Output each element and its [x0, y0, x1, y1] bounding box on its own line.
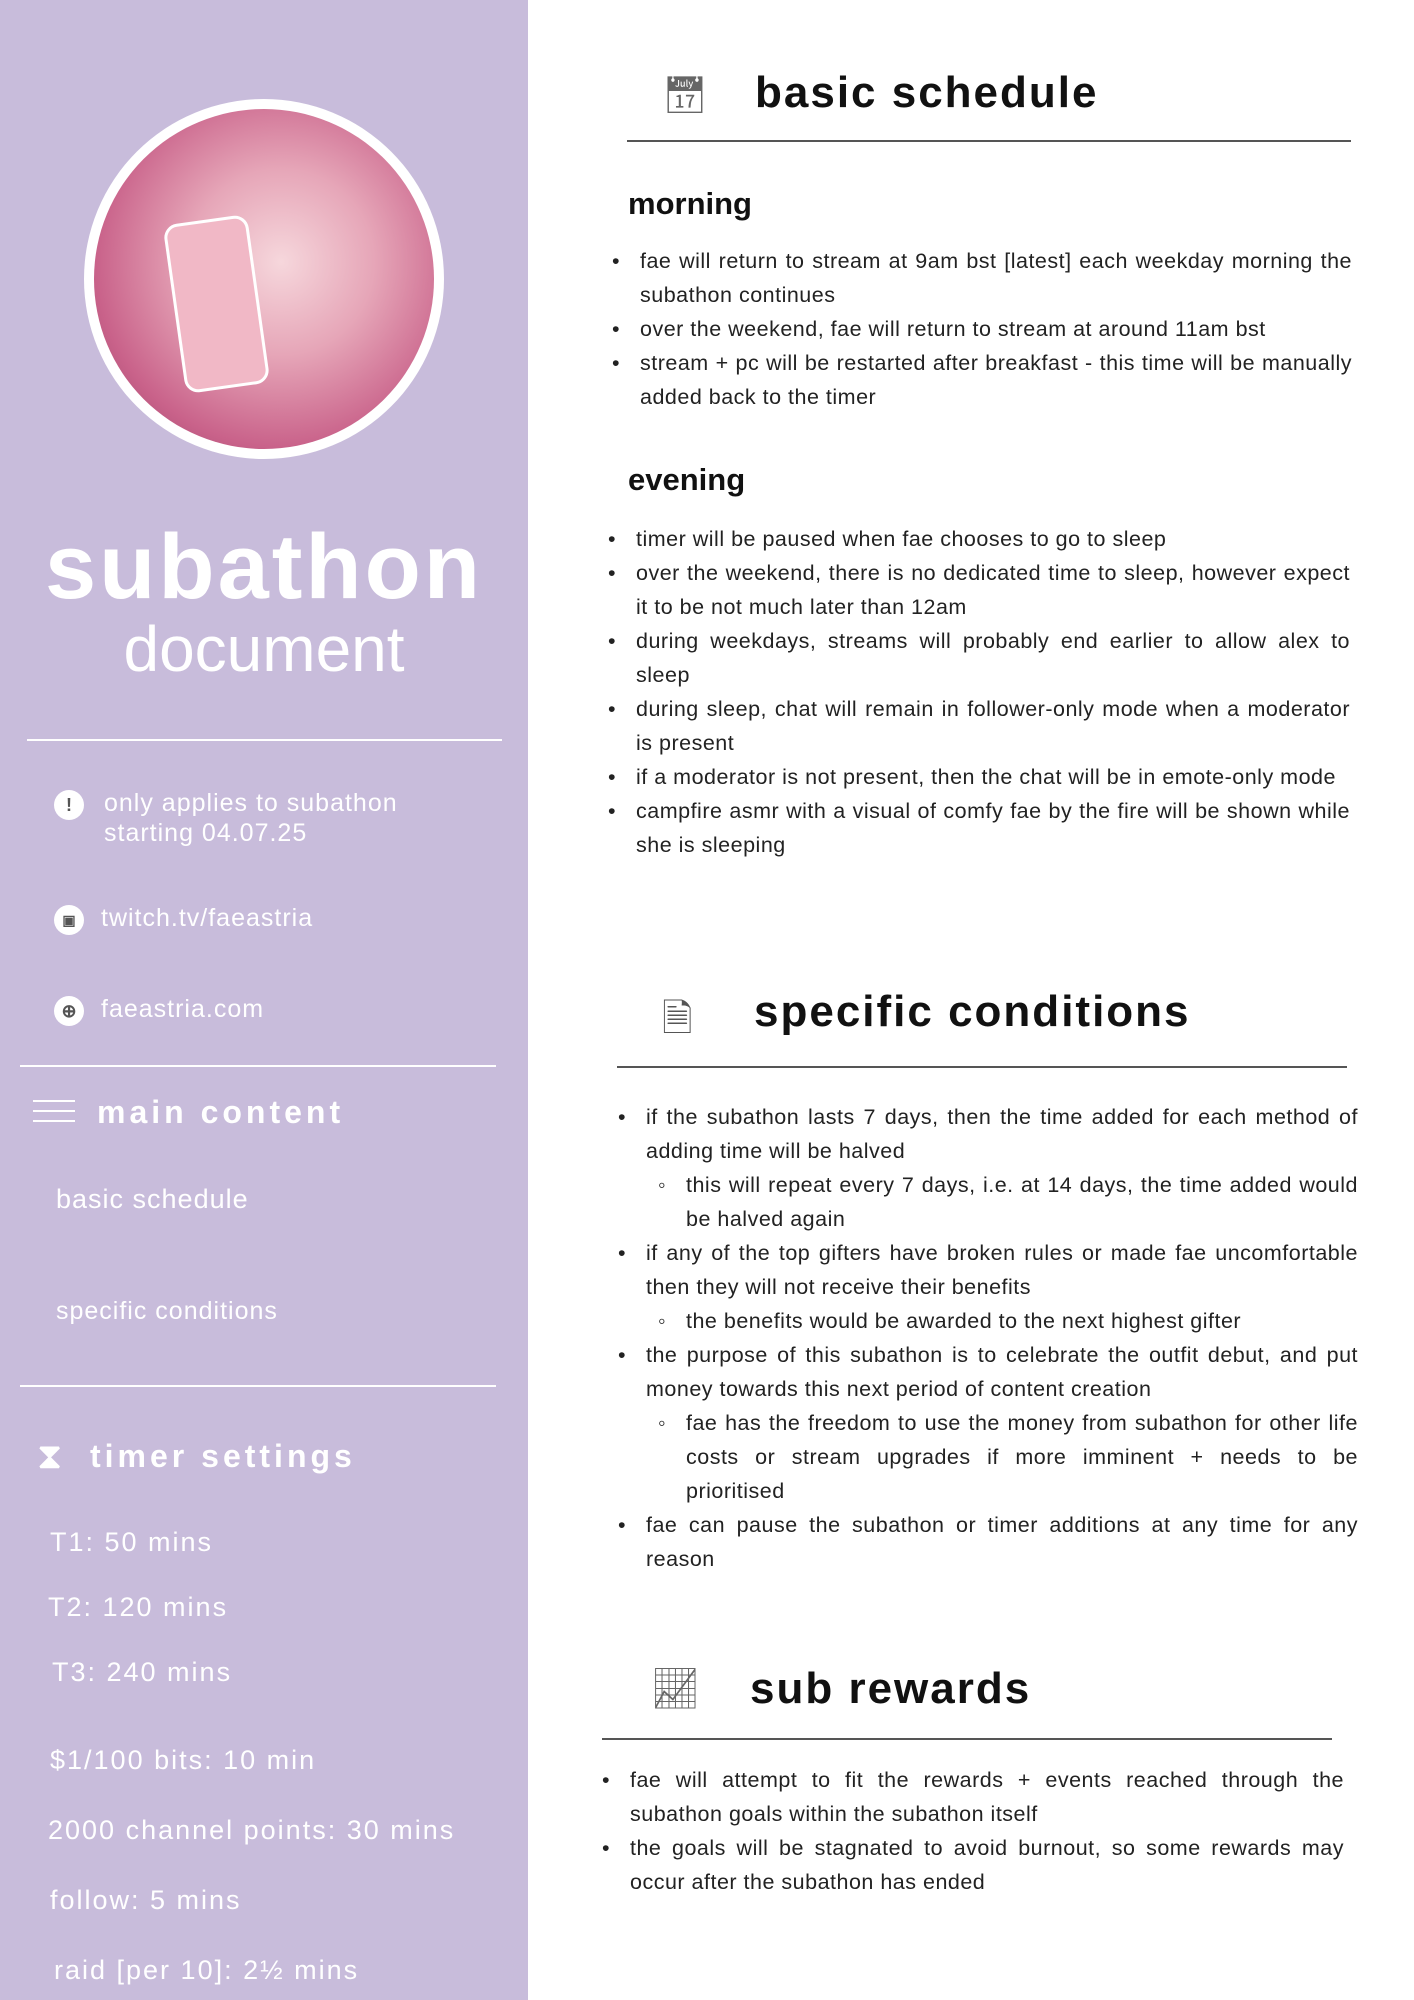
- document-subtitle: document: [123, 613, 405, 685]
- hourglass-icon: ⧗: [37, 1435, 63, 1476]
- list-item: • campfire asmr with a visual of comfy fae by the fire will be shown while she is sleeping: [608, 794, 1350, 862]
- divider: [27, 739, 502, 741]
- menu-icon: [33, 1100, 75, 1122]
- list-item: • if any of the top gifters have broken rules or made fae uncomfortable then they will not receive their benefits: [618, 1236, 1358, 1304]
- list-item: • stream + pc will be restarted after breakfast - this time will be manually added back to the timer: [612, 346, 1352, 414]
- sidebar: [0, 0, 528, 2000]
- list-item: • timer will be paused when fae chooses to go to sleep: [608, 522, 1350, 556]
- morning-list: [612, 244, 1352, 414]
- exclamation-icon: !: [54, 790, 84, 820]
- timer-item: $1/100 bits: 10 min: [50, 1745, 317, 1775]
- twitch-link[interactable]: twitch.tv/faeastria: [101, 904, 314, 932]
- list-item: • if the subathon lasts 7 days, then the time added for each method of adding time will be halved: [618, 1100, 1358, 1168]
- list-item: • fae will return to stream at 9am bst [latest] each weekday morning the subathon continues: [612, 244, 1352, 312]
- divider: [617, 1066, 1347, 1068]
- basic-schedule-heading: basic schedule: [755, 68, 1099, 117]
- list-item: • over the weekend, there is no dedicated time to sleep, however expect it to be not much later than 12am: [608, 556, 1350, 624]
- nav-specific-conditions[interactable]: specific conditions: [56, 1297, 278, 1325]
- notice-text: [104, 788, 398, 848]
- list-item: • fae can pause the subathon or timer additions at any time for any reason: [618, 1508, 1358, 1576]
- sub-list-item: ◦ fae has the freedom to use the money from subathon for other life costs or stream upgrades if more imminent + needs to be prioritised: [618, 1406, 1358, 1508]
- evening-heading: evening: [628, 462, 746, 497]
- list-item: • over the weekend, fae will return to stream at around 11am bst: [612, 312, 1352, 346]
- list-item: • the purpose of this subathon is to celebrate the outfit debut, and put money towards this next period of content creation: [618, 1338, 1358, 1406]
- divider: [602, 1738, 1332, 1740]
- notice-line: only applies to subathon: [104, 789, 398, 817]
- specific-conditions-heading: specific conditions: [754, 987, 1191, 1036]
- timer-item: T1: 50 mins: [50, 1527, 214, 1557]
- timer-item: T3: 240 mins: [52, 1657, 233, 1687]
- list-item: • if a moderator is not present, then the chat will be in emote-only mode: [608, 760, 1350, 794]
- sub-list-item: ◦ this will repeat every 7 days, i.e. at 14 days, the time added would be halved again: [618, 1168, 1358, 1236]
- divider: [20, 1065, 496, 1067]
- list-item: • during weekdays, streams will probably end earlier to allow alex to sleep: [608, 624, 1350, 692]
- rewards-list: [602, 1763, 1344, 1899]
- chart-trend-icon: 📈︎: [650, 1667, 701, 1711]
- globe-icon: ⊕: [54, 996, 84, 1026]
- calendar-icon: 📅︎: [662, 74, 708, 115]
- conditions-list: [618, 1100, 1358, 1576]
- website-link[interactable]: faeastria.com: [101, 995, 265, 1023]
- timer-item: 2000 channel points: 30 mins: [48, 1815, 456, 1845]
- phone-illustration: [163, 214, 271, 394]
- timer-settings-heading: timer settings: [90, 1438, 356, 1474]
- list-item: • during sleep, chat will remain in follower-only mode when a moderator is present: [608, 692, 1350, 760]
- timer-item: T2: 120 mins: [48, 1592, 229, 1622]
- sub-list-item: ◦ the benefits would be awarded to the next highest gifter: [618, 1304, 1358, 1338]
- document-title: subathon: [45, 516, 483, 618]
- list-item: • fae will attempt to fit the rewards + events reached through the subathon goals within the subathon itself: [602, 1763, 1344, 1831]
- timer-item: follow: 5 mins: [50, 1885, 242, 1915]
- twitch-icon: ▣: [54, 905, 84, 935]
- sub-rewards-heading: sub rewards: [750, 1664, 1032, 1713]
- divider: [20, 1385, 496, 1387]
- nav-basic-schedule[interactable]: basic schedule: [56, 1184, 249, 1214]
- morning-heading: morning: [628, 186, 752, 221]
- avatar: [84, 99, 444, 459]
- notice-line: starting 04.07.25: [104, 819, 308, 847]
- main-content-heading: main content: [97, 1094, 345, 1130]
- evening-list: [608, 522, 1350, 862]
- timer-item: raid [per 10]: 2½ mins: [54, 1955, 360, 1985]
- document-icon: 🗎: [662, 998, 693, 1040]
- divider: [627, 140, 1351, 142]
- list-item: • the goals will be stagnated to avoid burnout, so some rewards may occur after the subathon has ended: [602, 1831, 1344, 1899]
